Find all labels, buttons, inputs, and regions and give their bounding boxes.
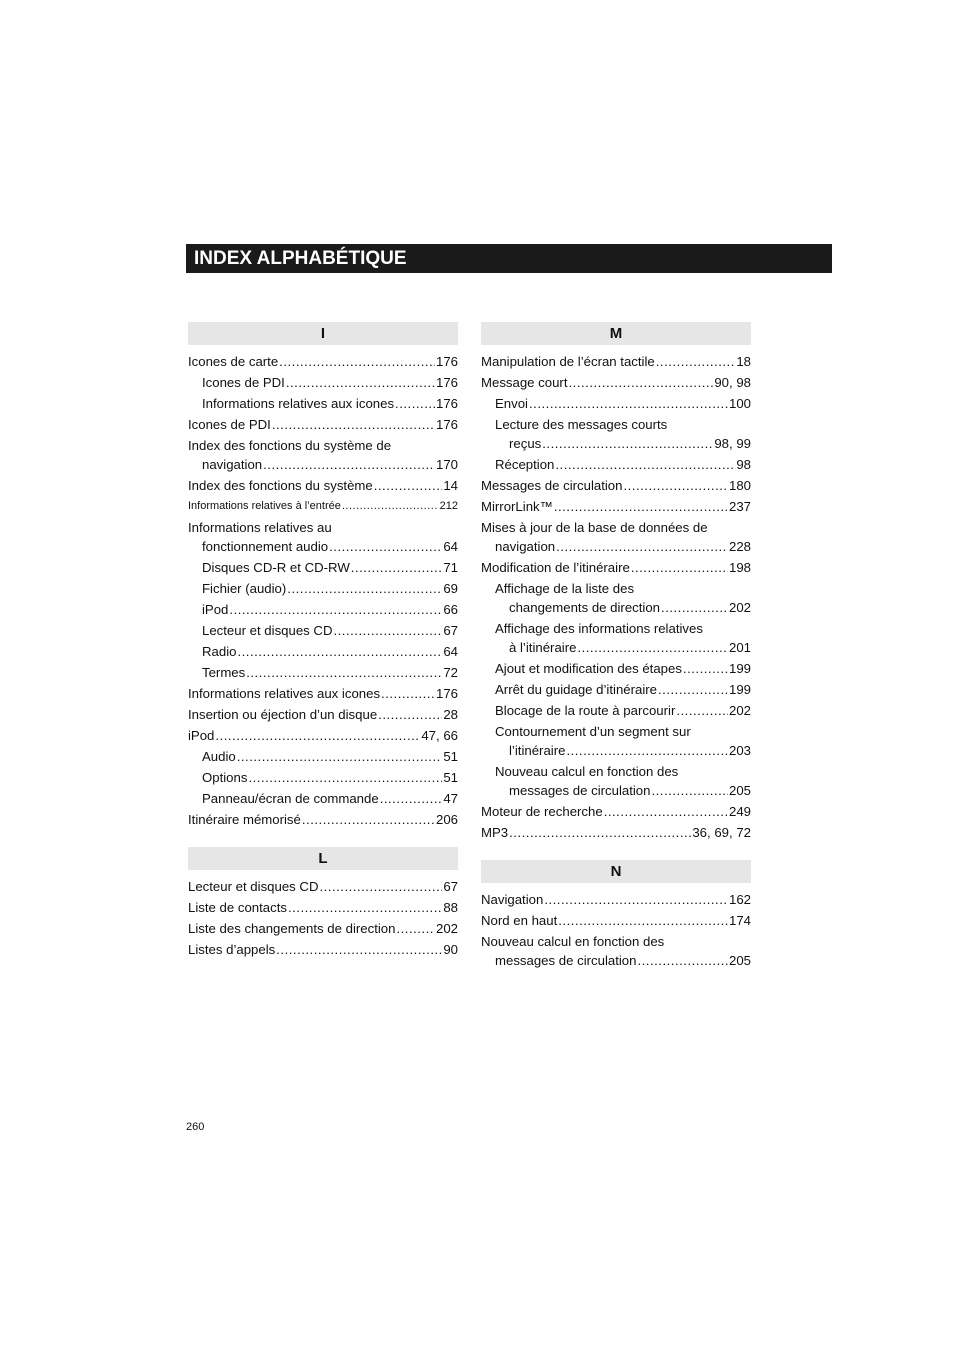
entry-lead-text: Affichage des informations relatives — [495, 621, 703, 636]
entry-page-reference: 64 — [443, 539, 458, 554]
index-entry-nord-en-haut — [481, 910, 751, 931]
index-entry-informations-relatives-aux-icones — [188, 683, 458, 704]
dot-leader — [509, 823, 691, 842]
dot-leader — [342, 497, 439, 516]
dot-leader — [529, 394, 728, 413]
entry-text: changements de direction — [509, 600, 661, 615]
entry-text: Informations relatives à l’entrée — [188, 500, 341, 512]
entry-page-reference: 170 — [435, 457, 458, 472]
index-column-right — [481, 322, 751, 971]
index-subentry-lecture-des-messages-courts — [481, 414, 751, 454]
entry-page-reference: 228 — [728, 539, 751, 554]
dot-leader — [279, 352, 435, 371]
dot-leader — [676, 701, 728, 720]
dot-leader — [287, 579, 442, 598]
entry-page-reference: 51 — [443, 749, 458, 764]
entry-text: Informations relatives aux icones — [202, 396, 395, 411]
index-entry-list — [481, 889, 751, 971]
index-entry-list — [188, 876, 458, 960]
entry-page-reference: 180 — [728, 478, 751, 493]
entry-lead-text: Affichage de la liste des — [495, 581, 635, 596]
dot-leader — [319, 877, 442, 896]
dot-leader — [333, 621, 442, 640]
index-subentry-nouveau-calcul-en-fonction-des — [481, 761, 751, 801]
index-entry-liste-des-changements-de-direction — [188, 918, 458, 939]
entry-page-reference: 67 — [443, 879, 458, 894]
dot-leader — [286, 373, 435, 392]
entry-lead-text: Informations relatives au — [188, 520, 332, 535]
index-subentry-lecteur-et-disques-cd — [188, 620, 458, 641]
entry-page-reference: 18 — [736, 354, 751, 369]
dot-leader — [661, 598, 728, 617]
index-entry-ipod — [188, 725, 458, 746]
entry-text: Manipulation de l’écran tactile — [481, 354, 655, 369]
entry-text: Index des fonctions du système — [188, 478, 373, 493]
entry-text: à l’itinéraire — [509, 640, 577, 655]
dot-leader — [329, 537, 442, 556]
entry-page-reference: 202 — [728, 703, 751, 718]
index-subentry-ajout-et-modification-des-etapes — [481, 658, 751, 679]
entry-page-reference: 206 — [435, 812, 458, 827]
entry-text: Arrêt du guidage d’itinéraire — [495, 682, 658, 697]
entry-text: Modification de l’itinéraire — [481, 560, 630, 575]
entry-text: Panneau/écran de commande — [202, 791, 379, 806]
index-entry-index-des-fonctions-du-systeme-de — [188, 435, 458, 475]
dot-leader — [631, 558, 728, 577]
entry-page-reference: 98, 99 — [714, 436, 751, 451]
section-letter-header: N — [481, 860, 751, 883]
entry-page-reference: 100 — [728, 396, 751, 411]
index-entry-list — [481, 351, 751, 843]
entry-page-reference: 66 — [443, 602, 458, 617]
index-section-m — [481, 322, 751, 843]
entry-text: reçus — [509, 436, 542, 451]
dot-leader — [577, 638, 728, 657]
entry-lead-text: Lecture des messages courts — [495, 417, 668, 432]
entry-page-reference: 212 — [439, 500, 458, 512]
index-subentry-audio — [188, 746, 458, 767]
entry-lead-text: Index des fonctions du système de — [188, 438, 392, 453]
entry-text: Audio — [202, 749, 236, 764]
index-subentry-informations-relatives-aux-icones — [188, 393, 458, 414]
index-section-i — [188, 322, 458, 830]
index-entry-informations-relatives-a-l-entree — [188, 496, 458, 517]
entry-text: navigation — [202, 457, 263, 472]
entry-text: Lecteur et disques CD — [188, 879, 319, 894]
entry-page-reference: 64 — [443, 644, 458, 659]
index-subentry-termes — [188, 662, 458, 683]
entry-page-reference: 176 — [435, 417, 458, 432]
dot-leader — [380, 789, 443, 808]
entry-page-reference: 14 — [443, 478, 458, 493]
entry-lead-text: Nouveau calcul en fonction des — [481, 934, 665, 949]
entry-page-reference: 162 — [728, 892, 751, 907]
entry-page-reference: 71 — [443, 560, 458, 575]
entry-lead-text: Contournement d’un segment sur — [495, 724, 691, 739]
index-subentry-affichage-des-informations-relatives — [481, 618, 751, 658]
entry-page-reference: 202 — [728, 600, 751, 615]
index-entry-mp3 — [481, 822, 751, 843]
index-subentry-options — [188, 767, 458, 788]
index-subentry-icones-de-pdi — [188, 372, 458, 393]
entry-page-reference: 90 — [443, 942, 458, 957]
entry-text: Nord en haut — [481, 913, 558, 928]
section-letter-header: L — [188, 847, 458, 870]
index-section-n — [481, 860, 751, 971]
index-entry-nouveau-calcul-en-fonction-des — [481, 931, 751, 971]
index-subentry-affichage-de-la-liste-des — [481, 578, 751, 618]
dot-leader — [556, 537, 728, 556]
dot-leader — [566, 741, 728, 760]
entry-text: iPod — [188, 728, 215, 743]
entry-page-reference: 72 — [443, 665, 458, 680]
dot-leader — [381, 684, 435, 703]
dot-leader — [248, 768, 442, 787]
dot-leader — [351, 558, 443, 577]
dot-leader — [395, 394, 435, 413]
index-entry-lecteur-et-disques-cd — [188, 876, 458, 897]
entry-page-reference: 69 — [443, 581, 458, 596]
dot-leader — [229, 600, 442, 619]
dot-leader — [276, 940, 442, 959]
index-entry-icones-de-pdi — [188, 414, 458, 435]
entry-lead-text: Nouveau calcul en fonction des — [495, 764, 679, 779]
entry-text: Blocage de la route à parcourir — [495, 703, 676, 718]
entry-text: Fichier (audio) — [202, 581, 287, 596]
index-entry-icones-de-carte — [188, 351, 458, 372]
entry-text: Icones de carte — [188, 354, 279, 369]
entry-page-reference: 67 — [443, 623, 458, 638]
entry-text: Navigation — [481, 892, 544, 907]
dot-leader — [396, 919, 435, 938]
index-entry-itineraire-memorise — [188, 809, 458, 830]
index-header-bar — [186, 244, 832, 273]
entry-page-reference: 47 — [443, 791, 458, 806]
dot-leader — [623, 476, 728, 495]
dot-leader — [604, 802, 728, 821]
entry-page-reference: 176 — [435, 375, 458, 390]
dot-leader — [555, 455, 735, 474]
entry-text: messages de circulation — [495, 953, 637, 968]
entry-text: navigation — [495, 539, 556, 554]
entry-text: MirrorLink™ — [481, 499, 553, 514]
entry-page-reference: 88 — [443, 900, 458, 915]
dot-leader — [263, 455, 435, 474]
dot-leader — [288, 898, 442, 917]
index-entry-modification-de-l-itineraire — [481, 557, 751, 578]
index-entry-index-des-fonctions-du-systeme — [188, 475, 458, 496]
entry-page-reference: 237 — [728, 499, 751, 514]
entry-page-reference: 176 — [435, 686, 458, 701]
entry-page-reference: 98 — [736, 457, 751, 472]
index-entry-messages-de-circulation — [481, 475, 751, 496]
index-entry-listes-d-appels — [188, 939, 458, 960]
dot-leader — [237, 747, 443, 766]
entry-page-reference: 199 — [728, 682, 751, 697]
section-letter-header: I — [188, 322, 458, 345]
index-subentry-reception — [481, 454, 751, 475]
entry-page-reference: 205 — [728, 783, 751, 798]
entry-text: Options — [202, 770, 248, 785]
index-entry-mirrorlink — [481, 496, 751, 517]
entry-text: Ajout et modification des étapes — [495, 661, 682, 676]
entry-text: Itinéraire mémorisé — [188, 812, 301, 827]
entry-text: messages de circulation — [509, 783, 651, 798]
section-letter-header: M — [481, 322, 751, 345]
entry-lead-text: Mises à jour de la base de données de — [481, 520, 708, 535]
entry-page-reference: 176 — [435, 396, 458, 411]
index-subentry-contournement-d-un-segment-sur — [481, 721, 751, 761]
entry-text: MP3 — [481, 825, 509, 840]
entry-text: Insertion ou éjection d’un disque — [188, 707, 378, 722]
index-entry-navigation — [481, 889, 751, 910]
entry-text: Réception — [495, 457, 555, 472]
entry-page-reference: 176 — [435, 354, 458, 369]
entry-text: Informations relatives aux icones — [188, 686, 381, 701]
page-title: INDEX ALPHABÉTIQUE — [194, 248, 407, 269]
entry-text: Message court — [481, 375, 568, 390]
entry-text: Lecteur et disques CD — [202, 623, 333, 638]
dot-leader — [302, 810, 435, 829]
dot-leader — [658, 680, 728, 699]
entry-page-reference: 202 — [435, 921, 458, 936]
entry-text: Messages de circulation — [481, 478, 623, 493]
entry-text: Icones de PDI — [202, 375, 285, 390]
index-entry-moteur-de-recherche — [481, 801, 751, 822]
dot-leader — [542, 434, 713, 453]
entry-text: Envoi — [495, 396, 528, 411]
entry-page-reference: 203 — [728, 743, 751, 758]
dot-leader — [272, 415, 435, 434]
entry-text: Moteur de recherche — [481, 804, 603, 819]
dot-leader — [558, 911, 728, 930]
entry-page-reference: 201 — [728, 640, 751, 655]
dot-leader — [246, 663, 442, 682]
dot-leader — [554, 497, 728, 516]
entry-text: Termes — [202, 665, 246, 680]
entry-page-reference: 174 — [728, 913, 751, 928]
entry-text: Liste des changements de direction — [188, 921, 396, 936]
index-entry-mises-a-jour-de-la-base-de-donnees-de — [481, 517, 751, 557]
entry-page-reference: 205 — [728, 953, 751, 968]
index-column-left — [188, 322, 458, 960]
index-subentry-panneau-ecran-de-commande — [188, 788, 458, 809]
entry-page-reference: 198 — [728, 560, 751, 575]
dot-leader — [569, 373, 714, 392]
entry-text: Disques CD-R et CD-RW — [202, 560, 350, 575]
entry-text: Listes d’appels — [188, 942, 276, 957]
dot-leader — [656, 352, 736, 371]
index-subentry-ipod — [188, 599, 458, 620]
index-entry-manipulation-de-l-ecran-tactile — [481, 351, 751, 372]
entry-text: Icones de PDI — [188, 417, 271, 432]
dot-leader — [374, 476, 443, 495]
entry-page-reference: 199 — [728, 661, 751, 676]
index-subentry-radio — [188, 641, 458, 662]
index-subentry-envoi — [481, 393, 751, 414]
entry-page-reference: 51 — [443, 770, 458, 785]
index-subentry-fichier-audio — [188, 578, 458, 599]
index-entry-liste-de-contacts — [188, 897, 458, 918]
dot-leader — [378, 705, 442, 724]
dot-leader — [544, 890, 728, 909]
entry-text: iPod — [202, 602, 229, 617]
page-number: 260 — [186, 1121, 205, 1133]
index-subentry-disques-cd-r-et-cd-rw — [188, 557, 458, 578]
dot-leader — [637, 951, 728, 970]
dot-leader — [651, 781, 728, 800]
entry-page-reference: 90, 98 — [714, 375, 751, 390]
entry-page-reference: 28 — [443, 707, 458, 722]
index-entry-informations-relatives-au — [188, 517, 458, 557]
index-entry-message-court — [481, 372, 751, 393]
entry-text: fonctionnement audio — [202, 539, 329, 554]
index-section-l — [188, 847, 458, 960]
dot-leader — [683, 659, 728, 678]
entry-text: Liste de contacts — [188, 900, 287, 915]
dot-leader — [215, 726, 420, 745]
index-subentry-blocage-de-la-route-a-parcourir — [481, 700, 751, 721]
entry-page-reference: 36, 69, 72 — [692, 825, 751, 840]
index-entry-insertion-ou-ejection-d-un-disque — [188, 704, 458, 725]
index-entry-list — [188, 351, 458, 830]
entry-text: Radio — [202, 644, 237, 659]
entry-page-reference: 249 — [728, 804, 751, 819]
index-subentry-arret-du-guidage-d-itineraire — [481, 679, 751, 700]
entry-text: l’itinéraire — [509, 743, 566, 758]
entry-page-reference: 47, 66 — [421, 728, 458, 743]
dot-leader — [237, 642, 442, 661]
